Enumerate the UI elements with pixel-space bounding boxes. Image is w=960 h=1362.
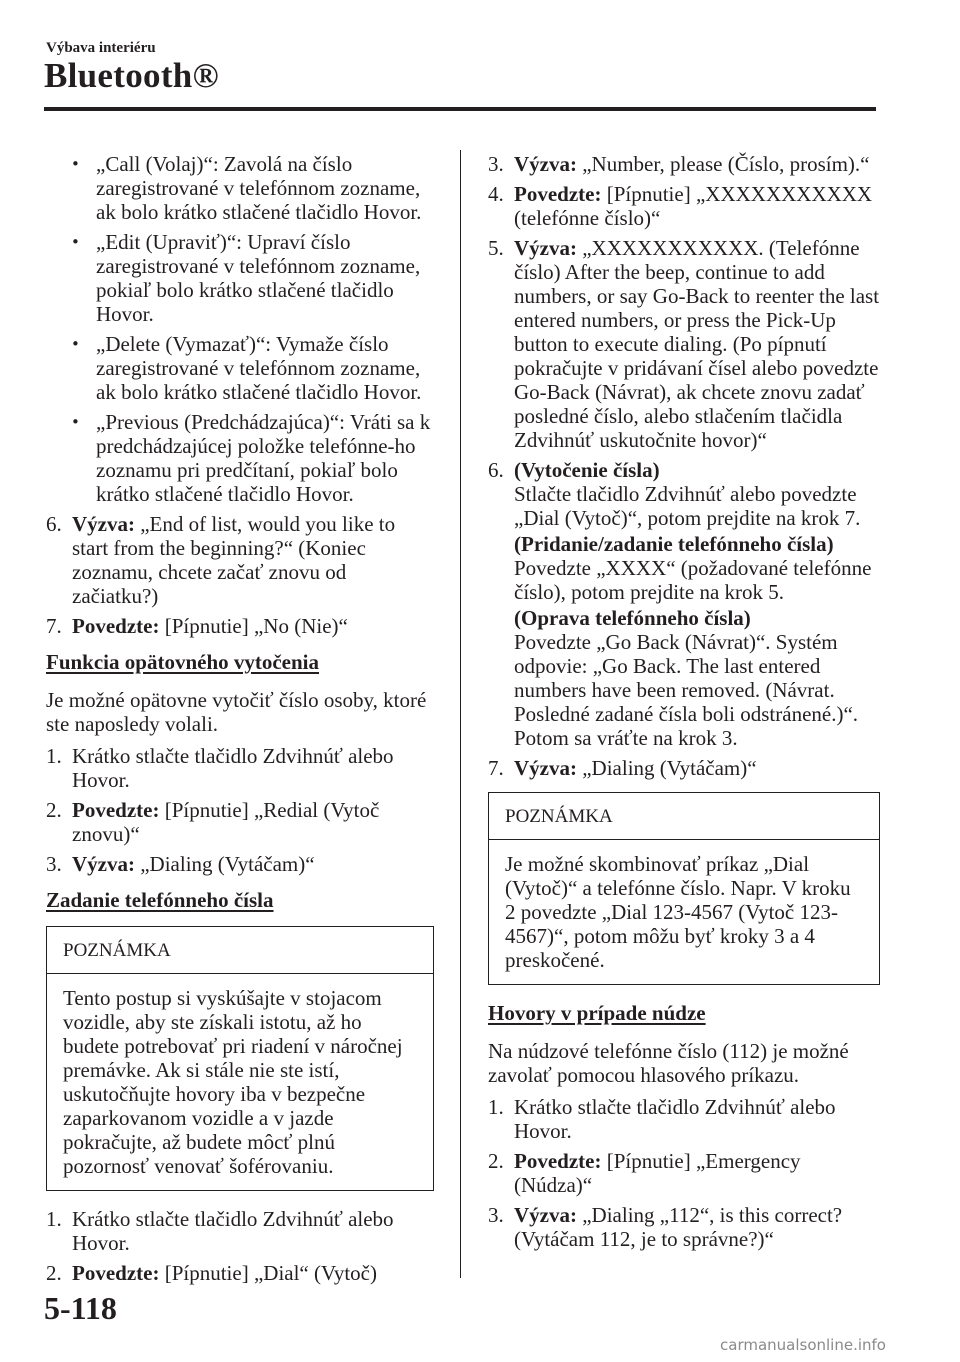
option-heading-dial: (Vytočenie čísla): [514, 458, 660, 482]
step-number: 1.: [46, 1207, 62, 1231]
step-text: „Dialing (Vytáčam)“: [134, 852, 315, 876]
step-number: 2.: [46, 1261, 62, 1285]
page-title: Bluetooth®: [44, 56, 219, 95]
section-label: Výbava interiéru: [46, 40, 156, 56]
emergency-intro: Na núdzové telefónne číslo (112) je možné zavolať pomocou hlasového príkazu.: [488, 1039, 849, 1087]
step-number: 3.: [488, 152, 504, 176]
step-text: [Pípnutie] „No (Nie)“: [159, 614, 348, 638]
step-item: [488, 152, 880, 176]
step-item: [488, 236, 880, 452]
bullet-item: [46, 410, 434, 506]
step-label: Povedzte:: [72, 798, 160, 822]
note-box: [46, 926, 434, 1191]
step-label: Povedzte:: [514, 1149, 602, 1173]
step-item: [46, 1207, 434, 1255]
option-text-correct: Povedzte „Go Back (Návrat)“. Systém odpovie: „Go Back. The last entered numbers have been removed. (Návrat. Posledné zadané čísla boli odstránené.)“. Potom sa vráťte na krok 3.: [514, 630, 859, 750]
bullet-text: „Call (Volaj)“: Zavolá na číslo zaregistrované v telefónnom zozname, ak bolo krátko stlačené tlačidlo Hovor.: [96, 152, 422, 224]
step-number: 1.: [46, 744, 62, 768]
step-number: 1.: [488, 1095, 504, 1119]
step-item: [46, 744, 434, 792]
note-body: Je možné skombinovať príkaz „Dial (Vytoč)“ a telefónne číslo. Napr. V kroku 2 povedzte „Dial 123-4567 (Vytoč 123-4567)“, potom môžu byť kroky 3 a 4 preskočené.: [505, 852, 851, 972]
note-title: POZNÁMKA: [47, 927, 433, 974]
bullet-text: „Edit (Upraviť)“: Upraví číslo zaregistrované v telefónnom zozname, pokiaľ bolo krátko stlačené tlačidlo Hovor.: [96, 230, 421, 326]
heading-emergency: Hovory v prípade núdze: [488, 1001, 706, 1025]
step-item: [488, 1095, 880, 1143]
step-text: Krátko stlačte tlačidlo Zdvihnúť alebo Hovor.: [72, 1207, 394, 1255]
watermark-text: carmanualsonline.info: [720, 1336, 886, 1354]
step-text: „Dialing „112“, is this correct? (Vytáčam 112, je to správne?)“: [514, 1203, 843, 1251]
redial-intro: Je možné opätovne vytočiť číslo osoby, ktoré ste naposledy volali.: [46, 688, 427, 736]
step-text: [Pípnutie] „Dial“ (Vytoč): [159, 1261, 377, 1285]
step-label: Výzva:: [514, 152, 577, 176]
step-number: 6.: [488, 458, 504, 482]
bullet-icon: •: [71, 233, 80, 251]
step-number: 3.: [46, 852, 62, 876]
step-text: [Pípnutie] „Redial (Vytoč znovu)“: [72, 798, 380, 846]
step-number: 7.: [488, 756, 504, 780]
step-text: „Dialing (Vytáčam)“: [576, 756, 757, 780]
heading-number-entry: Zadanie telefónneho čísla: [46, 888, 274, 912]
left-column: [46, 152, 434, 1291]
option-text-dial: Stlačte tlačidlo Zdvihnúť alebo povedzte „Dial (Vytoč)“, potom prejdite na krok 7.: [514, 482, 861, 530]
bullet-item: [46, 152, 434, 224]
bullet-icon: •: [71, 155, 80, 173]
step-label: Výzva:: [514, 236, 577, 260]
step-item: [46, 852, 434, 876]
step-item: [488, 756, 880, 780]
step-number: 5.: [488, 236, 504, 260]
step-item: [46, 798, 434, 846]
heading-redial: Funkcia opätovného vytočenia: [46, 650, 320, 674]
step-item: [46, 614, 434, 638]
bullet-icon: •: [71, 335, 80, 353]
step-text: Krátko stlačte tlačidlo Zdvihnúť alebo Hovor.: [514, 1095, 836, 1143]
step-number: 3.: [488, 1203, 504, 1227]
bullet-text: „Delete (Vymazať)“: Vymaže číslo zaregistrované v telefónnom zozname, ak bolo krátko stlačené tlačidlo Hovor.: [96, 332, 422, 404]
step-number: 6.: [46, 512, 62, 536]
step-number: 2.: [46, 798, 62, 822]
step-number: 7.: [46, 614, 62, 638]
step-item: [488, 182, 880, 230]
option-text-add: Povedzte „XXXX“ (požadované telefónne číslo), potom prejdite na krok 5.: [514, 556, 872, 604]
step-text: [Pípnutie] „Emergency (Núdza)“: [514, 1149, 801, 1197]
header-rule: [44, 107, 876, 111]
step-text: „End of list, would you like to start from the beginning?“ (Koniec zoznamu, chcete začať znovu od začiatku?): [72, 512, 396, 608]
step-number: 4.: [488, 182, 504, 206]
note-box: [488, 792, 880, 985]
step-text: „Number, please (Číslo, prosím).“: [576, 152, 870, 176]
step-item: [488, 458, 880, 750]
step-item: [46, 1261, 434, 1285]
step-text: [Pípnutie] „XXXXXXXXXXX (telefónne číslo)“: [514, 182, 873, 230]
step-item: [488, 1149, 880, 1197]
step-label: Výzva:: [72, 852, 135, 876]
bullet-item: [46, 230, 434, 326]
bullet-text: „Previous (Predchádzajúca)“: Vráti sa k predchádzajúcej položke telefónne-ho zoznamu pri predčítaní, pokiaľ bolo krátko stlačené tlačidlo Hovor.: [96, 410, 431, 506]
step-number: 2.: [488, 1149, 504, 1173]
page-number: 5-118: [44, 1290, 117, 1326]
note-title: POZNÁMKA: [489, 793, 879, 840]
step-item: [488, 1203, 880, 1251]
step-label: Povedzte:: [72, 614, 160, 638]
step-label: Výzva:: [514, 1203, 577, 1227]
column-divider: [460, 150, 461, 1278]
step-item: [46, 512, 434, 608]
bullet-item: [46, 332, 434, 404]
option-heading-correct: (Oprava telefónneho čísla): [514, 606, 751, 630]
step-label: Povedzte:: [72, 1261, 160, 1285]
option-heading-add: (Pridanie/zadanie telefónneho čísla): [514, 532, 834, 556]
note-body: Tento postup si vyskúšajte v stojacom vozidle, aby ste získali istotu, až ho budete potrebovať pri riadení v náročnej premávke. Ak si stále nie ste istí, uskutočňujte hovory iba v bezpečne zaparkovanom vozidle a v jazde pokračujte, až budete môcť plnú pozornosť venovať šoférovaniu.: [63, 986, 403, 1178]
step-label: Výzva:: [514, 756, 577, 780]
step-text: Krátko stlačte tlačidlo Zdvihnúť alebo Hovor.: [72, 744, 394, 792]
bullet-icon: •: [71, 413, 80, 431]
right-column: [488, 152, 880, 1257]
step-label: Povedzte:: [514, 182, 602, 206]
step-label: Výzva:: [72, 512, 135, 536]
step-text: „XXXXXXXXXXX. (Telefónne číslo) After the beep, continue to add numbers, or say Go-Back to reenter the last entered numbers, or press the Pick-Up button to execute dialing. (Po pípnutí pokračujte v pridávaní čísel alebo povedzte Go-Back (Návrat), ak chcete znovu zadať posledné číslo, alebo stlačením tlačidla Zdvihnúť uskutočnite hovor)“: [514, 236, 880, 452]
